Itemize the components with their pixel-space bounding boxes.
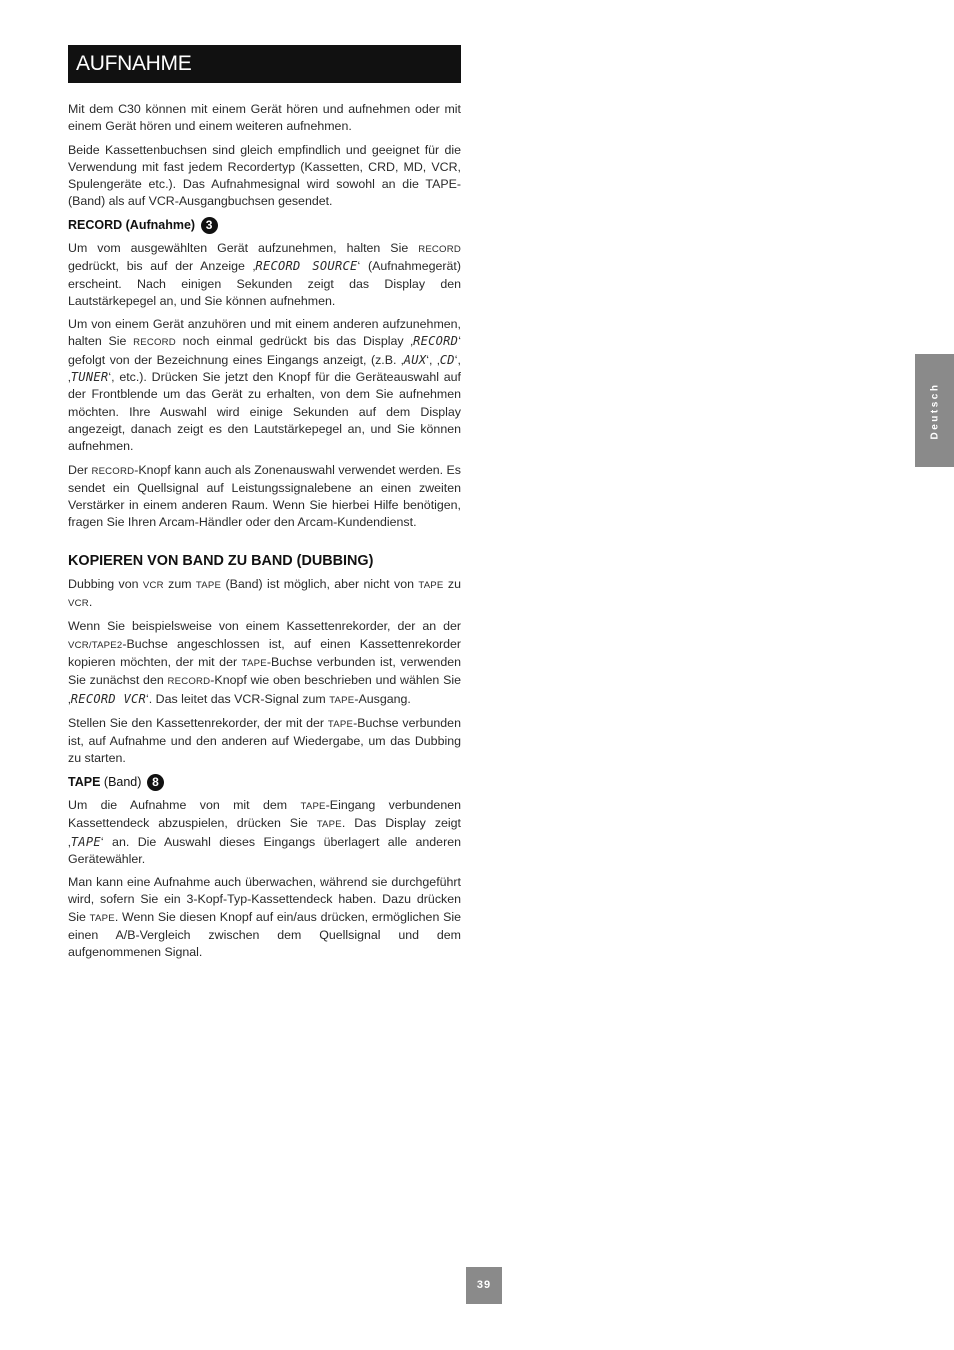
- tape-key: TAPE: [329, 694, 355, 706]
- tape-key: TAPE: [241, 657, 267, 669]
- language-tab: [915, 354, 954, 467]
- jacks-paragraph: Beide Kassettenbuchsen sind gleich empfindlich und geeignet für die Verwendung mit fast jedem Recordertyp (Kassetten, CRD, MD, VCR, Spulengeräte etc.). Das Aufnahmesignal wird sowohl an die TAPE-(Band) als auf VCR-Ausgangbuchsen gesendet.: [68, 142, 461, 209]
- language-tab-label: Deutsch: [929, 382, 940, 439]
- lcd-record-source: RECORD SOURCE: [255, 259, 358, 274]
- record-key: RECORD: [133, 337, 176, 349]
- record-key: RECORD: [167, 676, 211, 688]
- dubbing-paragraph-2: Wenn Sie beispielsweise von einem Kassettenrekorder, der an der VCR/TAPE2-Buchse angeschlossen ist, auf einen Kassettenrekorder kopieren möchten, der mit der TAPE-Buchse verbunden ist, verwenden Sie zunächst den RECORD-Knopf wie oben beschrieben und wählen Sie ‚RECORD VCR‘. Das leitet das VCR-Signal zum TAPE-Ausgang.: [68, 619, 461, 706]
- lcd-tuner: TUNER: [70, 370, 109, 385]
- vcr-key: VCR: [68, 598, 89, 610]
- lcd-record-vcr: RECORD VCR: [70, 691, 147, 706]
- callout-number-3: 3: [201, 217, 218, 234]
- tape-key: TAPE: [300, 800, 326, 812]
- record-paragraph-2: Um von einem Gerät anzuhören und mit einem anderen aufzunehmen, halten Sie RECORD noch einmal gedrückt bis das Display ‚RECORD‘ gefolgt von der Bezeichnung eines Eingangs anzeigt, (z.B. ‚AUX‘, ‚CD‘, ‚TUNER‘, etc.). Drücken Sie jetzt den Knopf für die Geräteauswahl auf der Frontblende um das Gerät zu erhalten, von dem Sie aufnehmen möchten. Ihre Auswahl wird einige Sekunden auf dem Display angezeigt, danach zeigt es den Lautstärkepegel an, und Sie können aufnehmen.: [68, 317, 461, 454]
- vcr-tape2-key: VCR/TAPE2: [68, 639, 123, 651]
- tape-heading-sub: (Band): [103, 774, 142, 789]
- lcd-record: RECORD: [413, 334, 459, 349]
- dubbing-paragraph-3: Stellen Sie den Kassettenrekorder, der mit der TAPE-Buchse verbunden ist, auf Aufnahme und den anderen auf Wiedergabe, um das Dubbing zu starten.: [68, 715, 461, 766]
- tape-paragraph-1: Um die Aufnahme von mit dem TAPE-Eingang verbundenen Kassettendeck abzuspielen, drücken Sie TAPE. Das Display zeigt ‚TAPE‘ an. Die Auswahl dieses Eingangs überlagert alle anderen Gerätewähler.: [68, 797, 461, 866]
- record-heading: [68, 217, 461, 234]
- intro-paragraph: Mit dem C30 können mit einem Gerät hören und aufnehmen oder mit einem Gerät hören und einem weiteren aufnehmen.: [68, 102, 461, 134]
- callout-number-8: 8: [147, 774, 164, 791]
- tape-key: TAPE: [316, 819, 342, 831]
- main-column: [68, 101, 461, 968]
- tape-heading-label: TAPE: [68, 774, 101, 789]
- vcr-key: VCR: [142, 579, 164, 591]
- tape-key: TAPE: [89, 912, 115, 924]
- tape-key: TAPE: [327, 718, 354, 730]
- lcd-cd: CD: [439, 352, 455, 367]
- tape-paragraph-2: Man kann eine Aufnahme auch überwachen, während sie durchgeführt wird, sofern Sie ein 3-Kopf-Typ-Kassettendeck haben. Dazu drücken Sie TAPE. Wenn Sie diesen Knopf auf ein/aus drücken, ermöglichen Sie einen A/B-Vergleich zwischen dem Quellsignal und dem aufgenommenen Signal.: [68, 875, 461, 960]
- record-key: RECORD: [418, 243, 461, 255]
- page-number: 39: [466, 1267, 502, 1304]
- dubbing-heading: KOPIEREN VON BAND ZU BAND (DUBBING): [68, 552, 374, 569]
- page-title: AUFNAHME: [68, 45, 461, 83]
- tape-key: TAPE: [195, 579, 222, 591]
- tape-key: TAPE: [418, 579, 444, 591]
- dubbing-paragraph-1: Dubbing von VCR zum TAPE (Band) ist möglich, aber nicht von TAPE zu VCR.: [68, 576, 461, 610]
- record-key: RECORD: [91, 465, 135, 477]
- lcd-tape: TAPE: [70, 834, 101, 849]
- record-heading-label: RECORD (Aufnahme): [68, 217, 196, 232]
- record-paragraph-1: Um vom ausgewählten Gerät aufzunehmen, halten Sie RECORD gedrückt, bis auf der Anzeige ‚RECORD SOURCE‘ (Aufnahmegerät) erscheint. Nach einigen Sekunden zeigt das Display den Lautstärkepegel an, und Sie können aufnehmen.: [68, 240, 461, 308]
- lcd-aux: AUX: [403, 352, 427, 367]
- tape-heading: [68, 774, 461, 791]
- record-paragraph-3: Der RECORD-Knopf kann auch als Zonenauswahl verwendet werden. Es sendet ein Quellsignal auf Leistungssignalebene an einen zweiten Verstärker in einem anderen Raum. Wenn Sie hierbei Hilfe benötigen, fragen Sie Ihren Arcam-Händler oder den Arcam-Kundendienst.: [68, 462, 461, 530]
